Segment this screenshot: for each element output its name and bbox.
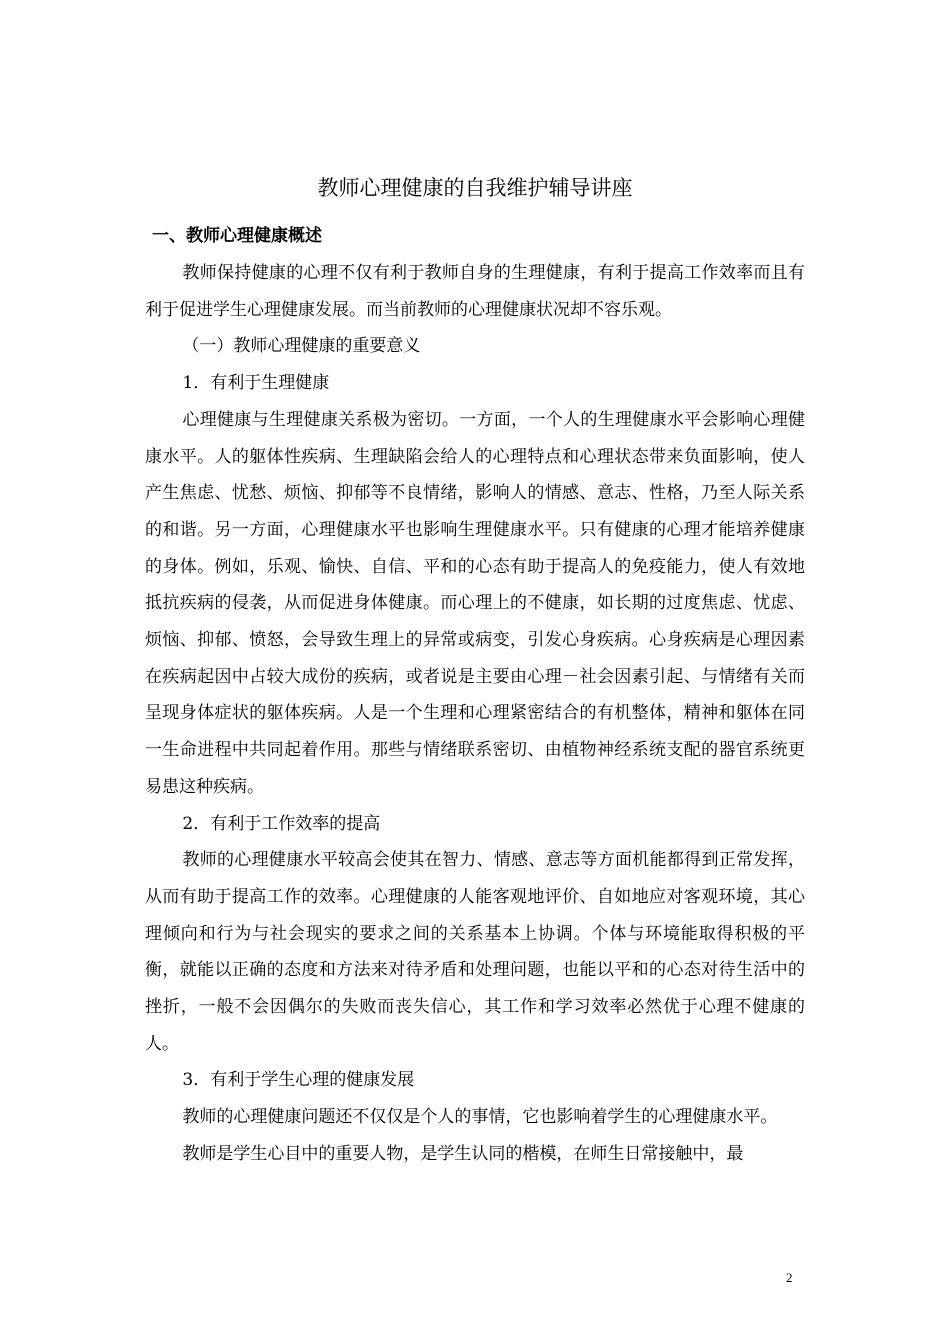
item-heading-3: 3．有利于学生心理的健康发展 [182, 1070, 415, 1091]
document-title: 教师心理健康的自我维护辅导讲座 [317, 176, 633, 200]
subsection-heading: （一）教师心理健康的重要意义 [182, 336, 421, 357]
document-body [145, 255, 805, 1173]
paragraph-student-health: 教师的心理健康问题还不仅仅是个人的事情，它也影响着学生的心理健康水平。 [182, 1107, 778, 1128]
section-heading: 一、教师心理健康概述 [152, 226, 322, 246]
item-heading-1: 1．有利于生理健康 [182, 373, 330, 394]
item-heading-2: 2．有利于工作效率的提高 [182, 813, 381, 834]
paragraph-intro: 教师保持健康的心理不仅有利于教师自身的生理健康，有利于提高工作效率而且有利于促进学生心理健康发展。而当前教师的心理健康状况却不容乐观。 [145, 263, 805, 320]
paragraph-teacher-role: 教师是学生心目中的重要人物，是学生认同的楷模，在师生日常接触中，最 [182, 1143, 744, 1164]
paragraph-physiological-health: 心理健康与生理健康关系极为密切。一方面，一个人的生理健康水平会影响心理健康水平。人的躯体性疾病、生理缺陷会给人的心理特点和心理状态带来负面影响，使人产生焦虑、忧愁、烦恼、抑郁等不良情绪，影响人的情感、意志、性格，乃至人际关系的和谐。另一方面，心理健康水平也影响生理健康水平。只有健康的心理才能培养健康的身体。例如，乐观、愉快、自信、平和的心态有助于提高人的免疫能力，使人有效地抵抗疾病的侵袭，从而促进身体健康。而心理上的不健康，如长期的过度焦虑、忧虑、烦恼、抑郁、愤怒，会导致生理上的异常或病变，引发心身疾病。心身疾病是心理因素在疾病起因中占较大成份的疾病，或者说是主要由心理－社会因素引起、与情绪有关而呈现身体症状的躯体疾病。人是一个生理和心理紧密结合的有机整体，精神和躯体在同一生命进程中共同起着作用。那些与情绪联系密切、由植物神经系统支配的器官系统更易患这种疾病。 [145, 409, 805, 797]
paragraph-work-efficiency: 教师的心理健康水平较高会使其在智力、情感、意志等方面机能都得到正常发挥，从而有助于提高工作的效率。心理健康的人能客观地评价、自如地应对客观环境，其心理倾向和行为与社会现实的要求之间的关系基本上协调。个体与环境能取得积极的平衡，就能以正确的态度和方法来对待矛盾和处理问题，也能以平和的心态对待生活中的挫折，一般不会因偶尔的失败而丧失信心，其工作和学习效率必然优于心理不健康的人。 [145, 850, 805, 1054]
page-number: 2 [786, 1270, 793, 1285]
